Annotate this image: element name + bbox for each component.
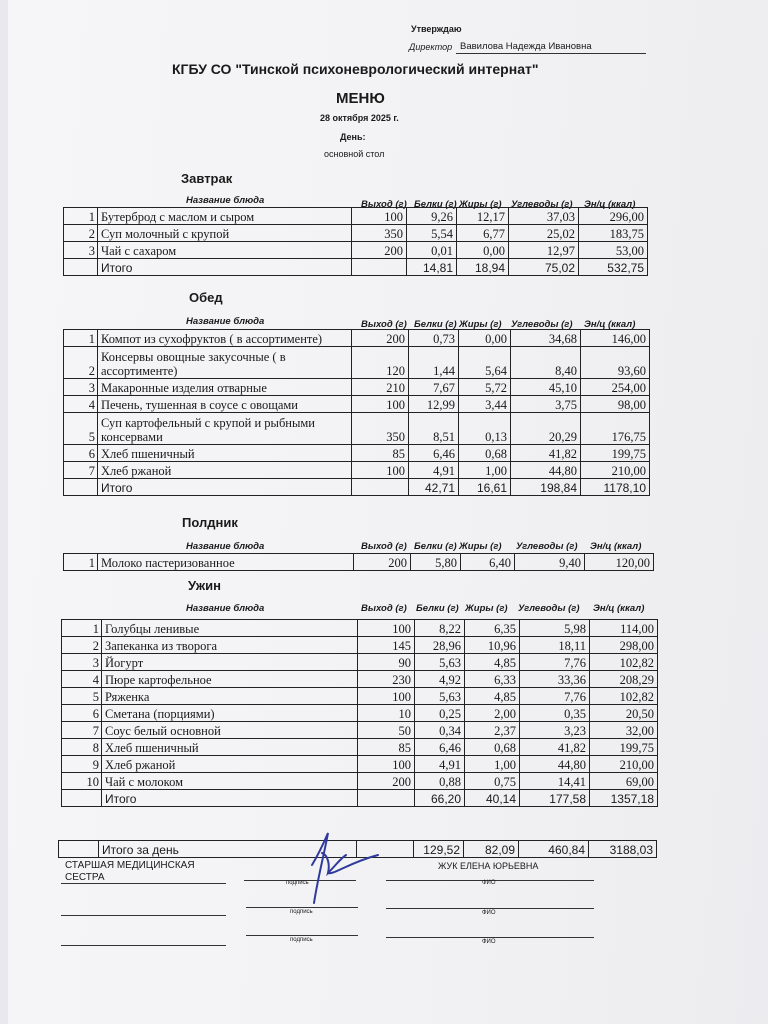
row-number: 1 bbox=[64, 554, 98, 571]
day-total-kcal: 3188,03 bbox=[589, 841, 657, 858]
total-kcal: 1178,10 bbox=[581, 479, 650, 496]
dish-kcal: 176,75 bbox=[581, 413, 650, 445]
fio-label-1: ФИО bbox=[482, 880, 496, 886]
col-fat: Жиры (г) bbox=[459, 319, 502, 330]
day-total-fat: 82,09 bbox=[464, 841, 519, 858]
dish-kcal: 93,60 bbox=[581, 347, 650, 379]
dish-kcal: 102,82 bbox=[590, 688, 658, 705]
total-empty bbox=[352, 259, 407, 276]
dish-yield: 85 bbox=[352, 445, 409, 462]
menu-date: 28 октября 2025 г. bbox=[320, 113, 399, 123]
dish-protein: 4,92 bbox=[415, 671, 465, 688]
table-row bbox=[62, 620, 658, 637]
table-row bbox=[62, 739, 658, 756]
dinner-title: Ужин bbox=[188, 578, 221, 593]
total-row bbox=[64, 479, 650, 496]
row-number: 6 bbox=[64, 445, 98, 462]
col-kcal: Эн/ц (ккал) bbox=[584, 199, 636, 210]
table-row bbox=[64, 347, 650, 379]
dish-carbs: 3,23 bbox=[520, 722, 590, 739]
nurse-position: СТАРШАЯ МЕДИЦИНСКАЯ СЕСТРА bbox=[65, 860, 195, 883]
dish-yield: 85 bbox=[358, 739, 415, 756]
col-yield: Выход (г) bbox=[361, 199, 407, 210]
table-row bbox=[64, 445, 650, 462]
dish-yield: 200 bbox=[354, 554, 411, 571]
col-name: Название блюда bbox=[186, 541, 265, 552]
dish-kcal: 254,00 bbox=[581, 379, 650, 396]
dish-fat: 6,33 bbox=[465, 671, 520, 688]
total-protein: 66,20 bbox=[415, 790, 465, 807]
col-kcal: Эн/ц (ккал) bbox=[590, 541, 642, 552]
total-carbs: 177,58 bbox=[520, 790, 590, 807]
dish-kcal: 32,00 bbox=[590, 722, 658, 739]
dish-protein: 0,25 bbox=[415, 705, 465, 722]
row-number: 7 bbox=[64, 462, 98, 479]
row-number: 2 bbox=[62, 637, 102, 654]
col-protein: Белки (г) bbox=[414, 199, 457, 210]
dish-fat: 0,00 bbox=[457, 242, 509, 259]
page-title: МЕНЮ bbox=[336, 90, 385, 107]
dish-yield: 200 bbox=[352, 242, 407, 259]
dish-yield: 90 bbox=[358, 654, 415, 671]
org-name: КГБУ СО "Тинской психоневрологический интернат" bbox=[172, 61, 539, 77]
fio-label-3: ФИО bbox=[482, 939, 496, 945]
dish-protein: 4,91 bbox=[415, 756, 465, 773]
table-row bbox=[62, 654, 658, 671]
dish-yield: 100 bbox=[358, 620, 415, 637]
col-carbs: Углеводы (г) bbox=[511, 319, 573, 330]
breakfast-table bbox=[63, 207, 648, 276]
dish-carbs: 7,76 bbox=[520, 688, 590, 705]
dish-yield: 210 bbox=[352, 379, 409, 396]
table-type: основной стол bbox=[324, 149, 385, 159]
row-number: 10 bbox=[62, 773, 102, 790]
approve-name: Вавилова Надежда Ивановна bbox=[460, 41, 592, 52]
dish-name: Макаронные изделия отварные bbox=[98, 379, 352, 396]
dish-carbs: 45,10 bbox=[511, 379, 581, 396]
snack-title: Полдник bbox=[182, 515, 238, 530]
row-number: 6 bbox=[62, 705, 102, 722]
col-name: Название блюда bbox=[186, 316, 265, 327]
dish-kcal: 296,00 bbox=[579, 208, 648, 225]
dish-yield: 230 bbox=[358, 671, 415, 688]
dish-fat: 12,17 bbox=[457, 208, 509, 225]
dish-yield: 50 bbox=[358, 722, 415, 739]
dish-name: Компот из сухофруктов ( в ассортименте) bbox=[98, 330, 352, 347]
row-number: 3 bbox=[64, 242, 98, 259]
table-row bbox=[64, 208, 648, 225]
total-kcal: 1357,18 bbox=[590, 790, 658, 807]
dish-carbs: 41,82 bbox=[511, 445, 581, 462]
row-number: 4 bbox=[62, 671, 102, 688]
dish-protein: 0,01 bbox=[407, 242, 457, 259]
sign-label-1: подпись bbox=[286, 880, 309, 886]
nurse-name: ЖУК ЕЛЕНА ЮРЬЕВНА bbox=[438, 861, 539, 871]
dish-carbs: 34,68 bbox=[511, 330, 581, 347]
dish-yield: 100 bbox=[358, 756, 415, 773]
dish-fat: 0,68 bbox=[465, 739, 520, 756]
dish-name: Суп картофельный с крупой и рыбными консервами bbox=[98, 413, 352, 445]
table-row bbox=[64, 554, 654, 571]
col-kcal: Эн/ц (ккал) bbox=[593, 603, 645, 614]
total-empty bbox=[62, 790, 102, 807]
dish-carbs: 0,35 bbox=[520, 705, 590, 722]
dish-fat: 0,13 bbox=[459, 413, 511, 445]
dish-name: Чай с сахаром bbox=[98, 242, 352, 259]
col-carbs: Углеводы (г) bbox=[518, 603, 580, 614]
table-row bbox=[64, 379, 650, 396]
col-fat: Жиры (г) bbox=[459, 199, 502, 210]
dish-fat: 5,72 bbox=[459, 379, 511, 396]
breakfast-title: Завтрак bbox=[181, 171, 233, 186]
table-row bbox=[64, 242, 648, 259]
snack-table bbox=[63, 553, 654, 571]
total-empty bbox=[352, 479, 409, 496]
sign-label-3: подпись bbox=[290, 937, 313, 943]
dish-name: Соус белый основной bbox=[102, 722, 358, 739]
dish-protein: 7,67 bbox=[409, 379, 459, 396]
table-row bbox=[62, 773, 658, 790]
col-yield: Выход (г) bbox=[361, 603, 407, 614]
row-number: 1 bbox=[64, 330, 98, 347]
dish-name: Суп молочный с крупой bbox=[98, 225, 352, 242]
dish-protein: 9,26 bbox=[407, 208, 457, 225]
dish-kcal: 69,00 bbox=[590, 773, 658, 790]
dish-kcal: 199,75 bbox=[581, 445, 650, 462]
col-yield: Выход (г) bbox=[361, 319, 407, 330]
col-kcal: Эн/ц (ккал) bbox=[584, 319, 636, 330]
dish-kcal: 298,00 bbox=[590, 637, 658, 654]
table-row bbox=[62, 671, 658, 688]
dish-carbs: 37,03 bbox=[509, 208, 579, 225]
row-number: 9 bbox=[62, 756, 102, 773]
total-fat: 16,61 bbox=[459, 479, 511, 496]
dish-fat: 4,85 bbox=[465, 654, 520, 671]
dish-name: Хлеб ржаной bbox=[98, 462, 352, 479]
dish-yield: 100 bbox=[352, 396, 409, 413]
dish-protein: 5,63 bbox=[415, 688, 465, 705]
dish-carbs: 8,40 bbox=[511, 347, 581, 379]
dish-fat: 4,85 bbox=[465, 688, 520, 705]
dish-fat: 0,75 bbox=[465, 773, 520, 790]
table-row bbox=[62, 688, 658, 705]
dish-protein: 28,96 bbox=[415, 637, 465, 654]
dish-protein: 0,73 bbox=[409, 330, 459, 347]
dish-protein: 4,91 bbox=[409, 462, 459, 479]
dish-carbs: 44,80 bbox=[520, 756, 590, 773]
dish-fat: 2,37 bbox=[465, 722, 520, 739]
dish-name: Хлеб пшеничный bbox=[98, 445, 352, 462]
dish-name: Сметана (порциями) bbox=[102, 705, 358, 722]
dish-protein: 5,63 bbox=[415, 654, 465, 671]
dish-fat: 10,96 bbox=[465, 637, 520, 654]
dish-yield: 10 bbox=[358, 705, 415, 722]
dish-kcal: 53,00 bbox=[579, 242, 648, 259]
table-row bbox=[64, 225, 648, 242]
table-row bbox=[64, 330, 650, 347]
total-label: Итого bbox=[98, 259, 352, 276]
dish-name: Молоко пастеризованное bbox=[98, 554, 354, 571]
col-protein: Белки (г) bbox=[414, 319, 457, 330]
table-row bbox=[64, 413, 650, 445]
dish-kcal: 146,00 bbox=[581, 330, 650, 347]
dish-yield: 100 bbox=[352, 208, 407, 225]
dish-name: Пюре картофельное bbox=[102, 671, 358, 688]
total-label: Итого bbox=[98, 479, 352, 496]
dish-kcal: 210,00 bbox=[590, 756, 658, 773]
dish-carbs: 44,80 bbox=[511, 462, 581, 479]
total-protein: 14,81 bbox=[407, 259, 457, 276]
dish-carbs: 7,76 bbox=[520, 654, 590, 671]
total-empty bbox=[64, 259, 98, 276]
row-number: 8 bbox=[62, 739, 102, 756]
row-number: 2 bbox=[64, 347, 98, 379]
dish-yield: 350 bbox=[352, 413, 409, 445]
dish-yield: 100 bbox=[358, 688, 415, 705]
dish-fat: 0,00 bbox=[459, 330, 511, 347]
approve-role: Директор bbox=[409, 42, 453, 52]
dish-protein: 5,54 bbox=[407, 225, 457, 242]
dish-yield: 120 bbox=[352, 347, 409, 379]
day-total-protein: 129,52 bbox=[414, 841, 464, 858]
dish-carbs: 18,11 bbox=[520, 637, 590, 654]
col-fat: Жиры (г) bbox=[465, 603, 508, 614]
dish-protein: 6,46 bbox=[415, 739, 465, 756]
dish-carbs: 14,41 bbox=[520, 773, 590, 790]
dish-protein: 1,44 bbox=[409, 347, 459, 379]
dish-kcal: 210,00 bbox=[581, 462, 650, 479]
dish-yield: 200 bbox=[358, 773, 415, 790]
dish-kcal: 120,00 bbox=[585, 554, 654, 571]
dish-kcal: 199,75 bbox=[590, 739, 658, 756]
table-row bbox=[62, 637, 658, 654]
dish-name: Хлеб ржаной bbox=[102, 756, 358, 773]
sign-label-2: подпись bbox=[290, 909, 313, 915]
dish-name: Консервы овощные закусочные ( в ассортименте) bbox=[98, 347, 352, 379]
total-empty bbox=[358, 790, 415, 807]
row-number: 3 bbox=[64, 379, 98, 396]
total-kcal: 532,75 bbox=[579, 259, 648, 276]
dish-carbs: 25,02 bbox=[509, 225, 579, 242]
total-protein: 42,71 bbox=[409, 479, 459, 496]
dish-yield: 100 bbox=[352, 462, 409, 479]
dish-kcal: 102,82 bbox=[590, 654, 658, 671]
row-number: 2 bbox=[64, 225, 98, 242]
dish-fat: 5,64 bbox=[459, 347, 511, 379]
dish-protein: 6,46 bbox=[409, 445, 459, 462]
col-yield: Выход (г) bbox=[361, 541, 407, 552]
total-carbs: 75,02 bbox=[509, 259, 579, 276]
total-row bbox=[64, 259, 648, 276]
dish-kcal: 114,00 bbox=[590, 620, 658, 637]
dish-carbs: 5,98 bbox=[520, 620, 590, 637]
dish-fat: 6,77 bbox=[457, 225, 509, 242]
dish-carbs: 33,36 bbox=[520, 671, 590, 688]
total-fat: 18,94 bbox=[457, 259, 509, 276]
total-carbs: 198,84 bbox=[511, 479, 581, 496]
col-carbs: Углеводы (г) bbox=[511, 199, 573, 210]
signature-icon bbox=[288, 825, 398, 915]
dish-protein: 8,22 bbox=[415, 620, 465, 637]
row-number: 5 bbox=[62, 688, 102, 705]
dish-fat: 0,68 bbox=[459, 445, 511, 462]
total-empty bbox=[64, 479, 98, 496]
dish-protein: 8,51 bbox=[409, 413, 459, 445]
col-carbs: Углеводы (г) bbox=[516, 541, 578, 552]
dish-kcal: 208,29 bbox=[590, 671, 658, 688]
dish-name: Хлеб пшеничный bbox=[102, 739, 358, 756]
dish-fat: 1,00 bbox=[459, 462, 511, 479]
approve-label: Утверждаю bbox=[411, 24, 462, 34]
dish-carbs: 41,82 bbox=[520, 739, 590, 756]
dish-name: Бутерброд с маслом и сыром bbox=[98, 208, 352, 225]
total-label: Итого bbox=[102, 790, 358, 807]
fio-label-2: ФИО bbox=[482, 910, 496, 916]
dish-carbs: 3,75 bbox=[511, 396, 581, 413]
dish-yield: 350 bbox=[352, 225, 407, 242]
row-number: 7 bbox=[62, 722, 102, 739]
dish-kcal: 20,50 bbox=[590, 705, 658, 722]
total-row bbox=[62, 790, 658, 807]
dish-yield: 145 bbox=[358, 637, 415, 654]
table-row bbox=[62, 722, 658, 739]
dish-name: Голубцы ленивые bbox=[102, 620, 358, 637]
dish-protein: 0,34 bbox=[415, 722, 465, 739]
dish-name: Печень, тушенная в соусе с овощами bbox=[98, 396, 352, 413]
dish-fat: 6,40 bbox=[461, 554, 515, 571]
day-total-label: Итого за день bbox=[99, 841, 357, 858]
dish-fat: 3,44 bbox=[459, 396, 511, 413]
menu-sheet bbox=[8, 0, 768, 1024]
dish-name: Запеканка из творога bbox=[102, 637, 358, 654]
lunch-table bbox=[63, 329, 650, 496]
row-number: 1 bbox=[62, 620, 102, 637]
lunch-title: Обед bbox=[189, 290, 223, 305]
dish-name: Йогурт bbox=[102, 654, 358, 671]
row-number: 3 bbox=[62, 654, 102, 671]
table-row bbox=[62, 705, 658, 722]
dinner-table bbox=[61, 619, 658, 807]
row-number: 5 bbox=[64, 413, 98, 445]
total-fat: 40,14 bbox=[465, 790, 520, 807]
dish-name: Чай с молоком bbox=[102, 773, 358, 790]
row-number: 1 bbox=[64, 208, 98, 225]
dish-fat: 2,00 bbox=[465, 705, 520, 722]
col-protein: Белки (г) bbox=[414, 541, 457, 552]
table-row bbox=[62, 756, 658, 773]
row-number: 4 bbox=[64, 396, 98, 413]
dish-yield: 200 bbox=[352, 330, 409, 347]
dish-carbs: 20,29 bbox=[511, 413, 581, 445]
dish-kcal: 183,75 bbox=[579, 225, 648, 242]
dish-name: Ряженка bbox=[102, 688, 358, 705]
dish-fat: 6,35 bbox=[465, 620, 520, 637]
dish-protein: 12,99 bbox=[409, 396, 459, 413]
col-name: Название блюда bbox=[186, 195, 265, 206]
table-row bbox=[64, 396, 650, 413]
col-protein: Белки (г) bbox=[416, 603, 459, 614]
dish-kcal: 98,00 bbox=[581, 396, 650, 413]
dish-carbs: 12,97 bbox=[509, 242, 579, 259]
dish-protein: 5,80 bbox=[411, 554, 461, 571]
day-total-carbs: 460,84 bbox=[519, 841, 589, 858]
col-fat: Жиры (г) bbox=[459, 541, 502, 552]
dish-carbs: 9,40 bbox=[515, 554, 585, 571]
table-row bbox=[64, 462, 650, 479]
dish-fat: 1,00 bbox=[465, 756, 520, 773]
dish-protein: 0,88 bbox=[415, 773, 465, 790]
day-label: День: bbox=[340, 132, 366, 142]
col-name: Название блюда bbox=[186, 603, 265, 614]
